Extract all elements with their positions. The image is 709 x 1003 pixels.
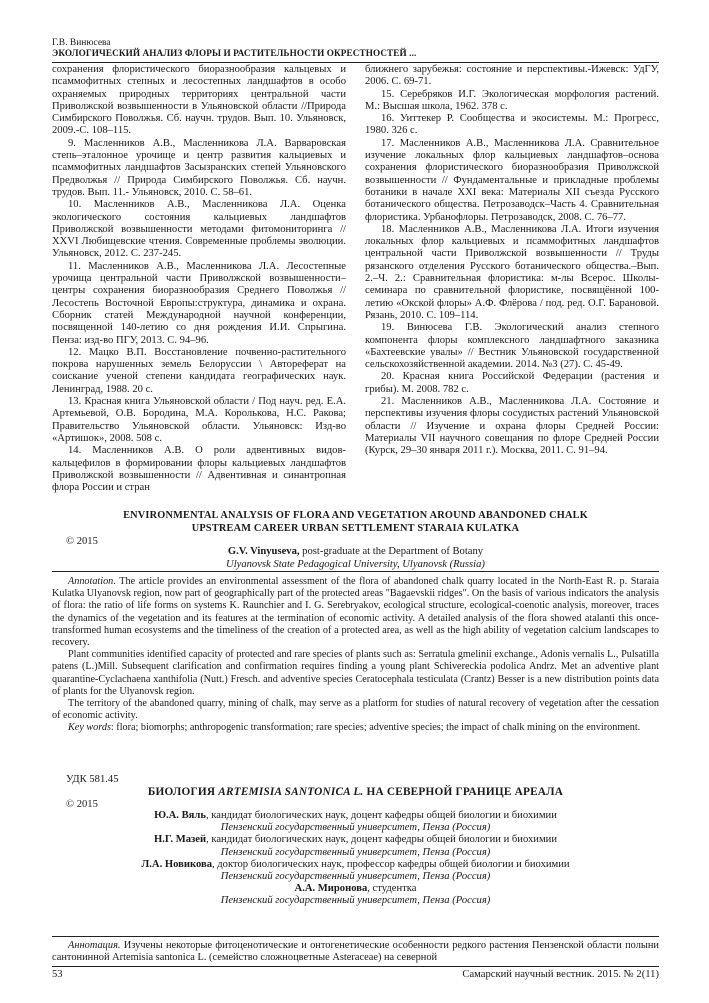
reference-item: ближнего зарубежья: состояние и перспективы.-Ижевск: УдГУ, 2006. С. 69-71. bbox=[365, 64, 659, 88]
reference-item: 12. Мацко В.П. Восстановление почвенно-растительного покрова нарушенных земель Белоруссии \ Автореферат на соискание ученой степени кандидата географических наук. Ленинград, 1988. 20 с. bbox=[52, 346, 346, 395]
russian-copyright: © 2015 bbox=[66, 799, 98, 810]
author-line bbox=[52, 859, 659, 871]
author-affiliation: Пензенский государственный университет, Пенза (Россия) bbox=[220, 822, 491, 834]
author-name: Л.А. Новикова bbox=[141, 858, 212, 870]
journal-name: Самарский научный вестник. 2015. № 2(11) bbox=[462, 969, 659, 980]
reference-item: 9. Масленников А.В., Масленникова Л.А. Варваровская степь–эталонное урочище и центр развития кальциевых и псаммофитных ландшафтов Засызранских степей Ульяновского Предволжья // Природа Симбирского Поволжья. Сб. научн. трудов. Вып. 11.- Ульяновск, 2010. С. 58–61. bbox=[52, 137, 346, 198]
annotation-paragraph bbox=[52, 940, 659, 965]
keywords-label: Key words bbox=[68, 722, 111, 734]
author-entry bbox=[52, 834, 659, 858]
english-author-position: post-graduate at the Department of Botany bbox=[299, 546, 484, 557]
reference-item: 18. Масленников А.В., Масленникова Л.А. Итоги изучения локальных флор кальциевых и псаммофитных ландшафтов центральной части Приволжской возвышенности // Труды рязанского отделения Русского ботанического общества.–Вып. 2.–Ч. 2.: Сравнительная флористика: м-лы Всерос. Школы-семинара по сравнительной флористике, посвящённой 100-летию «Окской флоры» А.Ф. Флёрова / под. ред. О.Г. Барановой. Рязань, 2010. С. 109–114. bbox=[365, 223, 659, 321]
annotation-label: Аннотация. bbox=[68, 940, 121, 951]
reference-item: 11. Масленников А.В., Масленникова Л.А. Лесостепные урочища центральной части Приволжской возвышенности–центры сохранения биоразнообразия Среднего Поволжья // Лесостепь Восточной Европы:структура, динамика и охрана. Сборник статей Международной научной конференции, посвященной 140-летию со дня рождения И.И. Спрыгина. Пенза: изд-во ПГУ, 2013. С. 94–96. bbox=[52, 260, 346, 346]
annotation-text: . The article provides an environmental assessment of the flora of abandoned chalk quarry located in the North-East R. p. Staraia Kulatka Ulyanovsk region, now part of geographically part of the protected areas "Bagaevskii ridges". On the basis of various indicators the analysis of flora: the ratio of life forms on systems K. Raunchier and I. G. Serebryakov, ecological structure, ecological-coenotic analysis, moreover, traces the dynamics of the vegetation and its features at the termination of economic activity. A detailed analysis of the flora showed atalanti this once-transformed human ecosystems and the timeliness of the creation of a protected area, as well as the high ability of vegetation calcium landscapes to recovery. bbox=[52, 576, 659, 649]
reference-item: 15. Серебряков И.Г. Экологическая морфология растений. М.: Высшая школа, 1962. 378 с. bbox=[365, 88, 659, 112]
english-abstract bbox=[52, 576, 659, 735]
running-header-author: Г.В. Винюсева bbox=[52, 38, 111, 48]
abstract-paragraph: The territory of the abandoned quarry, mining of chalk, may serve as a platform for studies of natural recovery of vegetation after the cessation of economic activity. bbox=[52, 698, 659, 722]
udk-code: УДК 581.45 bbox=[66, 774, 119, 785]
title-prefix: БИОЛОГИЯ bbox=[147, 786, 219, 798]
author-role: , студентка bbox=[367, 883, 417, 895]
english-article-title bbox=[52, 510, 659, 535]
author-name: Н.Г. Мазей bbox=[153, 834, 207, 846]
annotation-text: Изучены некоторые фитоценотические и онтогенетические особенности редкого растения Пензенской области полыни сантонинной Artemisia santonica L. (семейство сложноцветные Asteraceae) на северной bbox=[52, 940, 659, 964]
reference-item: 19. Винюсева Г.В. Экологический анализ степного компонента флоры комплексного ландшафтного заказника «Бахтеевские увалы» // Вестник Ульяновской государственной сельскохозяйственной академии. 2014. №3 (27). С. 45-49. bbox=[365, 322, 659, 371]
author-entry bbox=[52, 859, 659, 883]
annotation-label: Annotation bbox=[68, 576, 114, 587]
author-role: , доктор биологических наук, профессор кафедры общей биологии и биохимии bbox=[212, 858, 570, 870]
title-species: ARTEMISIA SANTONICA L. bbox=[218, 786, 364, 798]
russian-annotation bbox=[52, 940, 659, 965]
reference-item: 17. Масленников А.В., Масленникова Л.А. Сравнительное изучение локальных флор кальциевых ландшафтов–основа сохранения флористического биоразнообразия Приволжской возвышенности // Фундаментальные и прикладные проблемы ботаники в начале XXI века: Материалы XII съезда Русского ботанического общества. Петрозаводск–Часть 4. Сравнительная флористика. Урбанофлоры. Петрозаводск, 2008. С. 76–77. bbox=[365, 137, 659, 223]
author-line bbox=[52, 883, 659, 895]
author-line bbox=[52, 810, 659, 822]
english-copyright: © 2015 bbox=[66, 536, 98, 547]
keywords-text: : flora; biomorphs; anthropogenic transformation; rare species; adventive species; the impact of chalk mining on the environment. bbox=[110, 722, 641, 734]
author-affiliation: Пензенский государственный университет, Пенза (Россия) bbox=[220, 895, 491, 907]
author-role: , кандидат биологических наук, доцент кафедры общей биологии и биохимии bbox=[206, 834, 558, 846]
page-number: 53 bbox=[52, 969, 63, 980]
english-author-line bbox=[52, 546, 659, 559]
references-column-right bbox=[365, 64, 659, 458]
reference-item: 20. Красная книга Российской Федерации (растения и грибы). М. 2008. 782 с. bbox=[365, 371, 659, 395]
abstract-divider bbox=[52, 571, 659, 572]
english-title-line: ENVIRONMENTAL ANALYSIS OF FLORA AND VEGETATION AROUND ABANDONED CHALK bbox=[123, 510, 588, 521]
title-suffix: НА СЕВЕРНОЙ ГРАНИЦЕ АРЕАЛА bbox=[363, 786, 564, 798]
abstract-paragraph bbox=[52, 576, 659, 649]
reference-item: 13. Красная книга Ульяновской области / Под науч. ред. Е.А. Артемьевой, О.В. Бородина, М.А. Корольковa, Н.С. Ракова; Правительство Ульяновской области. Ульяновск: Изд-во «Артишок», 2008. 508 с. bbox=[52, 396, 346, 444]
author-affiliation: Пензенский государственный университет, Пенза (Россия) bbox=[220, 846, 491, 858]
author-role: , кандидат биологических наук, доцент кафедры общей биологии и биохимии bbox=[205, 810, 557, 821]
header-divider bbox=[52, 62, 659, 63]
author-name: А.А. Миронова bbox=[294, 883, 368, 895]
english-author-name: G.V. Vinyuseva, bbox=[227, 546, 300, 557]
reference-item: 14. Масленников А.В. О роли адвентивных видов-кальцефилов в формировании флоры кальциевых ландшафтов Приволжской возвышенности // Адвентивная и синантропная флора России и стран bbox=[52, 445, 346, 494]
reference-item: 21. Масленников А.В., Масленникова Л.А. Состояние и перспективы изучения флоры сосудистых растений Ульяновской области // Изучение и охрана флоры Средней России: Материалы VII научного совещания по флоре Средней России (Курск, 29–30 января 2011 г.). Москва, 2011. С. 91–94. bbox=[365, 396, 659, 457]
references-section bbox=[52, 64, 659, 504]
keywords-paragraph bbox=[52, 722, 659, 734]
english-author-block bbox=[52, 546, 659, 571]
footer-divider bbox=[52, 966, 659, 967]
author-affiliation: Пензенский государственный университет, Пенза (Россия) bbox=[220, 871, 491, 883]
author-line bbox=[52, 834, 659, 846]
running-header-title: ЭКОЛОГИЧЕСКИЙ АНАЛИЗ ФЛОРЫ И РАСТИТЕЛЬНОСТИ ОКРЕСТНОСТЕЙ ... bbox=[52, 48, 417, 58]
reference-item: 16. Уиттекер Р. Сообщества и экосистемы. М.: Прогресс, 1980. 326 с. bbox=[365, 113, 659, 137]
reference-item: 10. Масленников А.В., Масленникова Л.А. Оценка экологического состояния кальциевых ландшафтов Приволжской возвышенности методами фитомониторинга // XXVI Любищевские чтения. Современные проблемы эволюции. Ульяновск, 2012. С. 237-245. bbox=[52, 199, 346, 260]
references-column-left bbox=[52, 64, 346, 494]
author-entry bbox=[52, 883, 659, 907]
english-title-line: UPSTREAM CAREER URBAN SETTLEMENT STARAIA KULATKA bbox=[191, 522, 520, 534]
abstract-paragraph: Plant communities identified capacity of protected and rare species of plants such as: Serratula gmelinii exchange., Adonis vernalis L., Pulsatilla patens (L.)Mill. Subsequent clarification and confirmation requires finding a young plant Schivereckia podolica Andrz. Met an adventive plant quarantine-Cyclachaena xanthifolia (Nutt.) Fresch. and adventive species Ceratocephala testiculata (Crantz) Besser is a new distribution points data of plants for the Ulyanovsk region. bbox=[52, 649, 659, 697]
author-name: Ю.А. Вяль bbox=[154, 810, 206, 821]
author-entry bbox=[52, 810, 659, 834]
annotation-divider bbox=[52, 936, 659, 937]
reference-item: сохранения флористического биоразнообразия кальцевых и псаммофитных степных и лесостепных ландшафтов в особо охраняемых природных территориях центральной части Приволжской возвышенности в Ульяновской области //Природа Симбирского Поволжья. Сб. научн. трудов. Вып. 10. Ульяновск, 2009.-С. 108–115. bbox=[52, 64, 346, 137]
english-author-affiliation: Ulyanovsk State Pedagogical University, Ulyanovsk (Russia) bbox=[226, 558, 485, 570]
russian-article-title bbox=[52, 786, 659, 798]
russian-authors-block bbox=[52, 810, 659, 908]
